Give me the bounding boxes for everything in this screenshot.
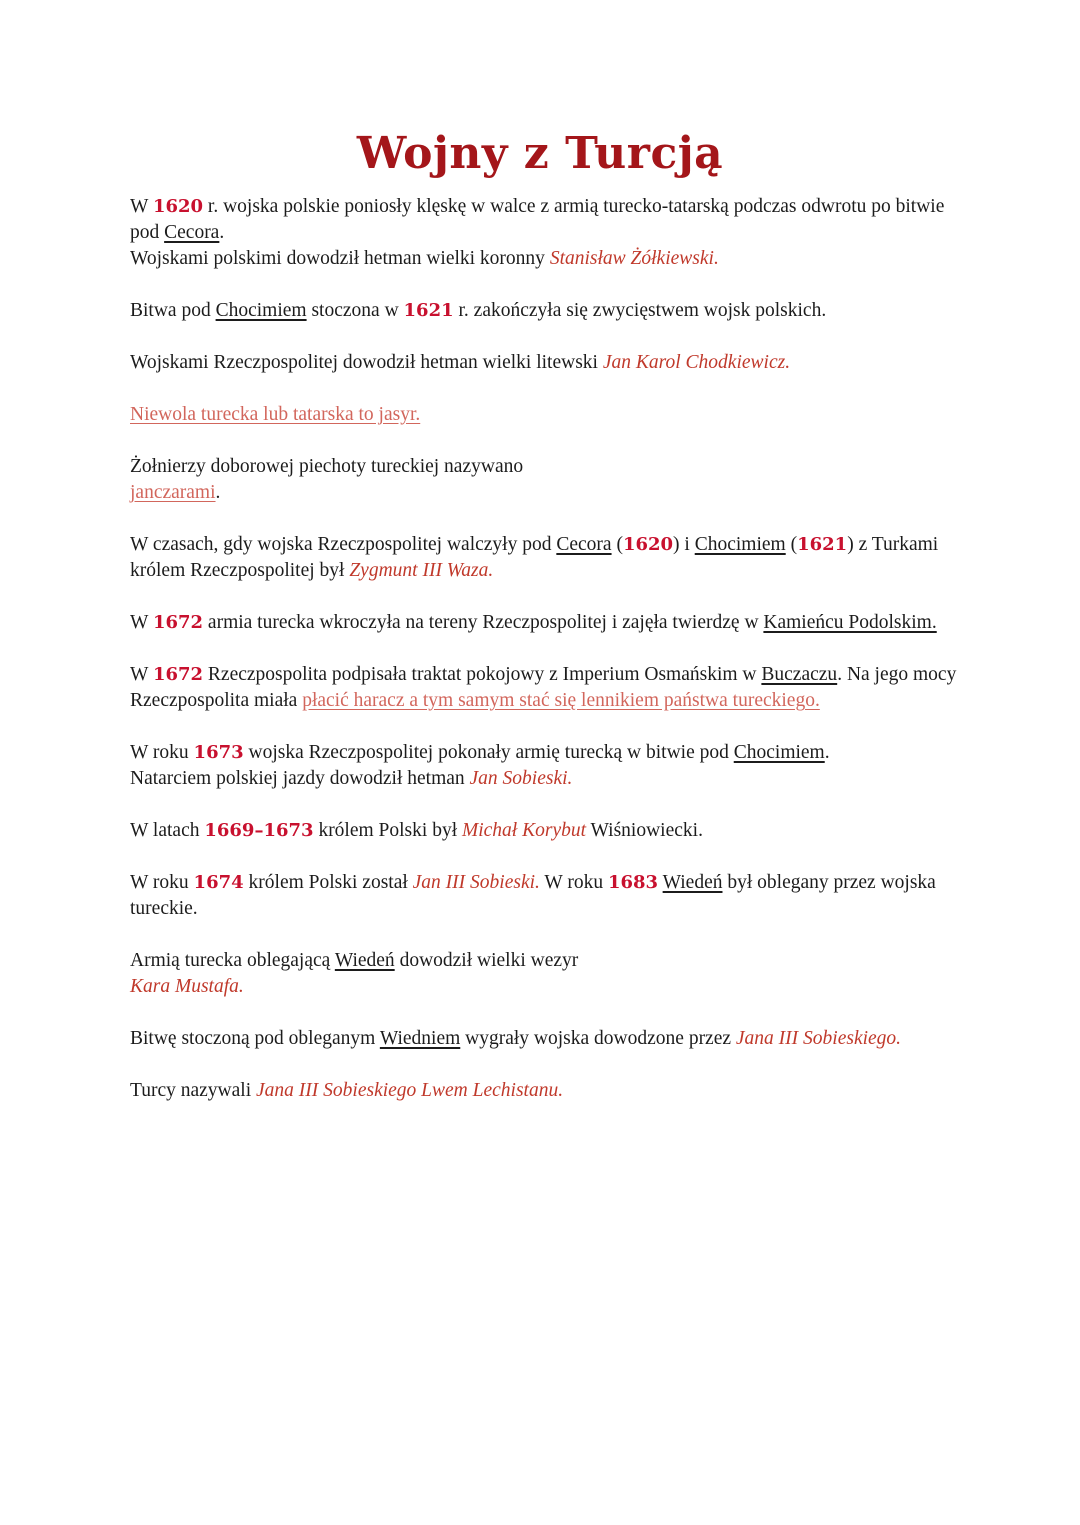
text: był oblegany przez wojska tureckie. [130, 872, 936, 919]
text: Wiśniowiecki. [586, 820, 703, 841]
place-name: Kamieńcu Podolskim. [763, 612, 937, 633]
text: Wojskami Rzeczpospolitej dowodził hetman wielki litewski [130, 352, 603, 373]
page-title: Wojny z Turcją [356, 128, 724, 179]
paragraph-kara-mustafa [130, 948, 960, 1000]
paragraph-buczacz [130, 662, 960, 714]
year: 1672 [152, 612, 204, 633]
year: 1621 [797, 534, 848, 555]
text: W latach [130, 820, 205, 841]
text: ( [611, 534, 623, 555]
highlighted-definition: płacić haracz a tym samym stać się lennikiem państwa tureckiego. [302, 690, 820, 711]
text: . [219, 222, 225, 243]
person-name: Jana III Sobieskiego Lwem Lechistanu. [256, 1080, 564, 1101]
person-name: Kara Mustafa. [130, 976, 244, 997]
text: Armią turecka oblegającą [130, 950, 335, 971]
text: . Na jego mocy Rzeczpospolita miała [130, 664, 957, 711]
person-name: Jana III Sobieskiego. [735, 1028, 902, 1049]
paragraph-chodkiewicz [130, 350, 960, 376]
year: 1620 [622, 534, 674, 555]
place-name: Wiedeń [334, 950, 395, 971]
paragraph-chocim-1621 [130, 298, 960, 324]
text: W [130, 612, 153, 633]
person-name: Michał Korybut [461, 820, 587, 841]
year: 1621 [403, 300, 454, 321]
text: r. wojska polskie poniosły klęskę w walce z armią turecko-tatarską podczas odwrotu po bitwie pod [130, 196, 945, 243]
place-name: Chocimiem [215, 300, 307, 321]
paragraph-lew-lechistanu [130, 1078, 960, 1104]
person-name: Zygmunt III Waza. [349, 560, 494, 581]
text: W [130, 664, 153, 685]
paragraph-wisniowiecki [130, 818, 960, 844]
paragraph-chocim-1673 [130, 740, 960, 792]
text: Natarciem polskiej jazdy dowodził hetman [130, 768, 470, 789]
text: . [215, 482, 221, 503]
document-body [130, 194, 960, 1130]
place-name: Chocimiem [694, 534, 786, 555]
text: ) i [673, 534, 695, 555]
text: W [130, 196, 153, 217]
paragraph-cecora-1620 [130, 194, 960, 272]
text: Bitwa pod [130, 300, 216, 321]
text: dowodził wielki wezyr [394, 950, 579, 971]
text: stoczona w [306, 300, 404, 321]
text: Rzeczpospolita podpisała traktat pokojowy z Imperium Osmańskim w [203, 664, 762, 685]
text: W roku [539, 872, 608, 893]
place-name: Wiedeń [662, 872, 723, 893]
highlighted-definition: Niewola turecka lub tatarska to jasyr. [130, 404, 421, 425]
person-name: Jan III Sobieski. [412, 872, 540, 893]
paragraph-kamieniec [130, 610, 960, 636]
paragraph-sobieski-1674 [130, 870, 960, 922]
paragraph-jasyr [130, 402, 960, 428]
text: królem Polski został [243, 872, 413, 893]
year: 1673 [193, 742, 244, 763]
text: Żołnierzy doborowej piechoty tureckiej nazywano [130, 456, 524, 477]
text: . [824, 742, 830, 763]
text: ( [785, 534, 798, 555]
place-name: Buczaczu [761, 664, 838, 685]
year: 1683 [607, 872, 659, 893]
person-name: Jan Sobieski. [469, 768, 573, 789]
text: r. zakończyła się zwycięstwem wojsk polskich. [453, 300, 827, 321]
place-name: Cecora [164, 222, 220, 243]
year: 1672 [152, 664, 204, 685]
highlighted-term: janczarami [130, 482, 216, 503]
year: 1620 [152, 196, 204, 217]
text: W czasach, gdy wojska Rzeczpospolitej walczyły pod [130, 534, 557, 555]
year: 1674 [193, 872, 244, 893]
text: Turcy nazywali [130, 1080, 257, 1101]
text: W roku [130, 872, 194, 893]
place-name: Chocimiem [733, 742, 825, 763]
place-name: Wiedniem [379, 1028, 461, 1049]
text: armia turecka wkroczyła na tereny Rzeczpospolitej i zajęła twierdzę w [203, 612, 764, 633]
paragraph-zygmunt [130, 532, 960, 584]
person-name: Stanisław Żółkiewski. [549, 248, 719, 269]
place-name: Cecora [556, 534, 612, 555]
paragraph-wieden-bitwa [130, 1026, 960, 1052]
text: wojska Rzeczpospolitej pokonały armię turecką w bitwie pod [243, 742, 734, 763]
text: ) z Turkami królem Rzeczpospolitej był [130, 534, 939, 581]
paragraph-janczarzy [130, 454, 960, 506]
text: wygrały wojska dowodzone przez [460, 1028, 736, 1049]
person-name: Jan Karol Chodkiewicz. [602, 352, 791, 373]
year-range: 1669–1673 [204, 820, 314, 841]
text: królem Polski był [313, 820, 462, 841]
text: W roku [130, 742, 194, 763]
text: Bitwę stoczoną pod obleganym [130, 1028, 380, 1049]
text: Wojskami polskimi dowodził hetman wielki koronny [130, 248, 550, 269]
